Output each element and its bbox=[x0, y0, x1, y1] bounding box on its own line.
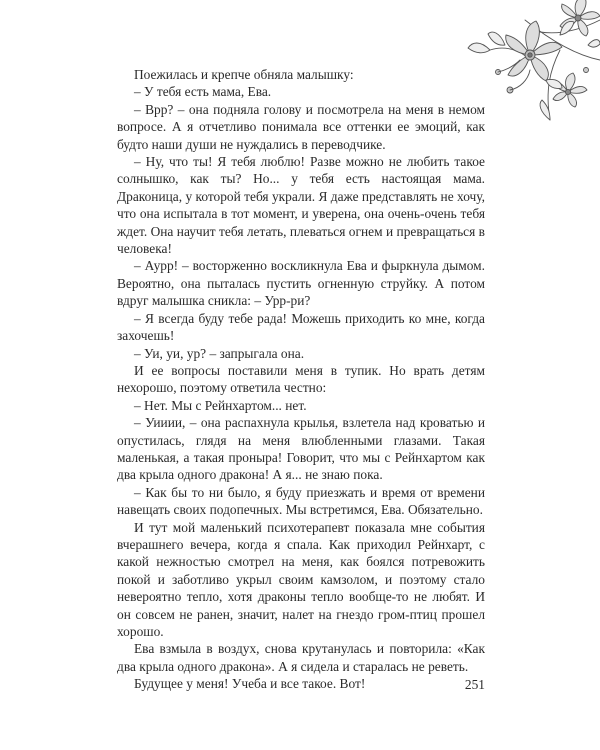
body-text bbox=[117, 66, 485, 693]
paragraph: – Уииии, – она распахнула крылья, взлетела над кроватью и опустилась, глядя на меня влюбленными глазами. Такая маленькая, а такая проныра! Говорит, что мы с Рейнхартом как два крыла одного дракона! А я... не знаю пока. bbox=[117, 415, 485, 483]
paragraph: – Уи, уи, ур? – запрыгала она. bbox=[134, 345, 305, 361]
paragraph: – Я всегда буду тебе рада! Можешь приходить ко мне, когда захочешь! bbox=[117, 310, 485, 344]
paragraph: – Нет. Мы с Рейнхартом... нет. bbox=[134, 397, 307, 413]
paragraph: – Ну, что ты! Я тебя люблю! Разве можно не любить такое солнышко, как ты? Но... у тебя есть настоящая мама. Драконица, у которой тебя украли. Я даже представлять не хочу, что она испытала в тот момент, и уверена, она очень-очень тебя ждет. Она научит тебя летать, плеваться огнем и превращаться в человека! bbox=[117, 154, 485, 257]
paragraph: – У тебя есть мама, Ева. bbox=[134, 84, 272, 100]
paragraph: Поежилась и крепче обняла малышку: bbox=[134, 67, 354, 82]
paragraph: – Аурр! – восторженно воскликнула Ева и фыркнула дымом. Вероятно, она пыталась пустить огненную струйку. А потом вдруг малышка сникла: – Урр-ри? bbox=[117, 258, 485, 309]
paragraph: Ева взмыла в воздух, снова крутанулась и повторила: «Как два крыла одного дракона». А я сидела и старалась не реветь. bbox=[117, 641, 485, 674]
paragraph: – Врр? – она подняла голову и посмотрела на меня в немом вопросе. А я отчетливо понимала все оттенки ее эмоций, как будто наши души не нуждались в переводчике. bbox=[117, 101, 485, 152]
paragraph: И тут мой маленький психотерапевт показала мне события вчерашнего вечера, когда я спала. Как приходил Рейнхарт, с какой нежностью смотрел на меня, как боялся потревожить покой и заботливо укрыл своим камзолом, и поэтому стало невероятно тепло, хотя драконы тепло вообще-то не любят. И он совсем не ранен, значит, налет на гнездо гром-птиц прошел хорошо. bbox=[117, 519, 485, 639]
paragraph: Будущее у меня! Учеба и все такое. Вот! bbox=[134, 676, 366, 692]
paragraph: И ее вопросы поставили меня в тупик. Но врать детям нехорошо, поэтому ответила честно: bbox=[117, 362, 485, 396]
paragraph: – Как бы то ни было, я буду приезжать и время от времени навещать своих подопечных. Мы встретимся, Ева. Обязательно. bbox=[117, 484, 485, 518]
page-number: 251 bbox=[464, 677, 485, 692]
